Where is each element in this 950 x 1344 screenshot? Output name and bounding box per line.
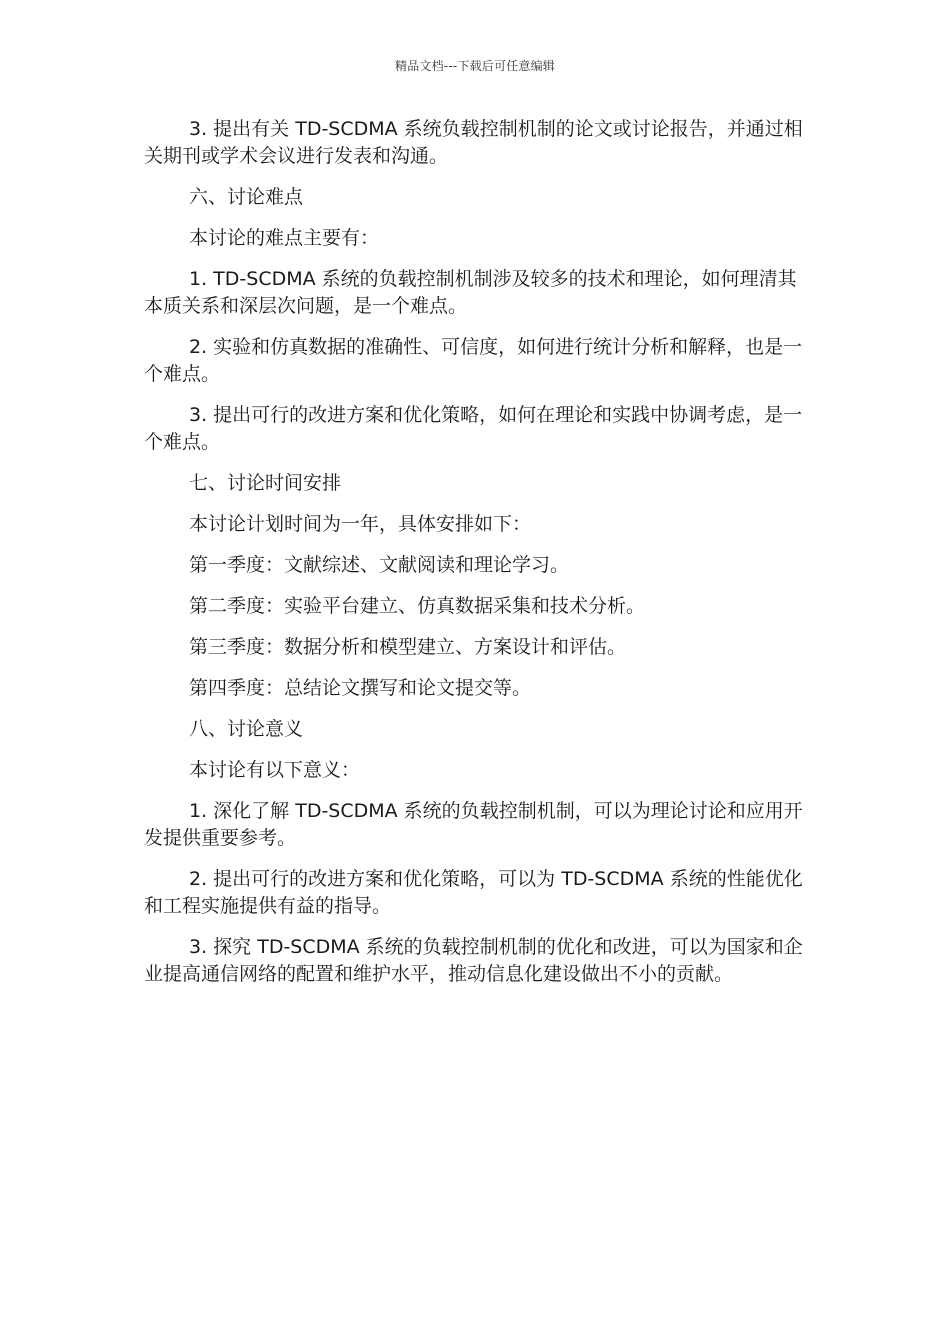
page-header: 精品文档---下载后可任意编辑 <box>395 59 555 73</box>
paragraph-schedule-q1: 第一季度：文献综述、文献阅读和理论学习。 <box>189 554 570 576</box>
paragraph-schedule-intro: 本讨论计划时间为一年，具体安排如下： <box>189 513 532 535</box>
paragraph-significance-2: 2. 提出可行的改进方案和优化策略，可以为 TD-SCDMA 系统的性能优化和工程实施提供有益的指导。 <box>144 868 803 917</box>
paragraph-schedule-q3: 第三季度：数据分析和模型建立、方案设计和评估。 <box>189 636 627 658</box>
paragraph-difficulty-3: 3. 提出可行的改进方案和优化策略，如何在理论和实践中协调考虑，是一个难点。 <box>144 404 803 453</box>
document-body <box>144 116 808 1002</box>
paragraph-difficulty-2: 2. 实验和仿真数据的准确性、可信度，如何进行统计分析和解释，也是一个难点。 <box>144 336 803 385</box>
paragraph-significance-intro: 本讨论有以下意义： <box>189 759 361 781</box>
section-heading-significance: 八、讨论意义 <box>189 718 304 740</box>
paragraph-difficulties-intro: 本讨论的难点主要有： <box>189 227 380 249</box>
paragraph-schedule-q4: 第四季度：总结论文撰写和论文提交等。 <box>189 677 532 699</box>
section-heading-schedule: 七、讨论时间安排 <box>189 472 342 494</box>
paragraph-difficulty-1: 1. TD-SCDMA 系统的负载控制机制涉及较多的技术和理论，如何理清其本质关系和深层次问题，是一个难点。 <box>144 268 797 317</box>
paragraph-significance-1: 1. 深化了解 TD-SCDMA 系统的负载控制机制，可以为理论讨论和应用开发提供重要参考。 <box>144 800 803 849</box>
paragraph-output-item-3: 3. 提出有关 TD-SCDMA 系统负载控制机制的论文或讨论报告，并通过相关期刊或学术会议进行发表和沟通。 <box>144 118 803 167</box>
paragraph-significance-3: 3. 探究 TD-SCDMA 系统的负载控制机制的优化和改进，可以为国家和企业提高通信网络的配置和维护水平，推动信息化建设做出不小的贡献。 <box>144 936 803 985</box>
section-heading-difficulties: 六、讨论难点 <box>189 186 304 208</box>
paragraph-schedule-q2: 第二季度：实验平台建立、仿真数据采集和技术分析。 <box>189 595 646 617</box>
